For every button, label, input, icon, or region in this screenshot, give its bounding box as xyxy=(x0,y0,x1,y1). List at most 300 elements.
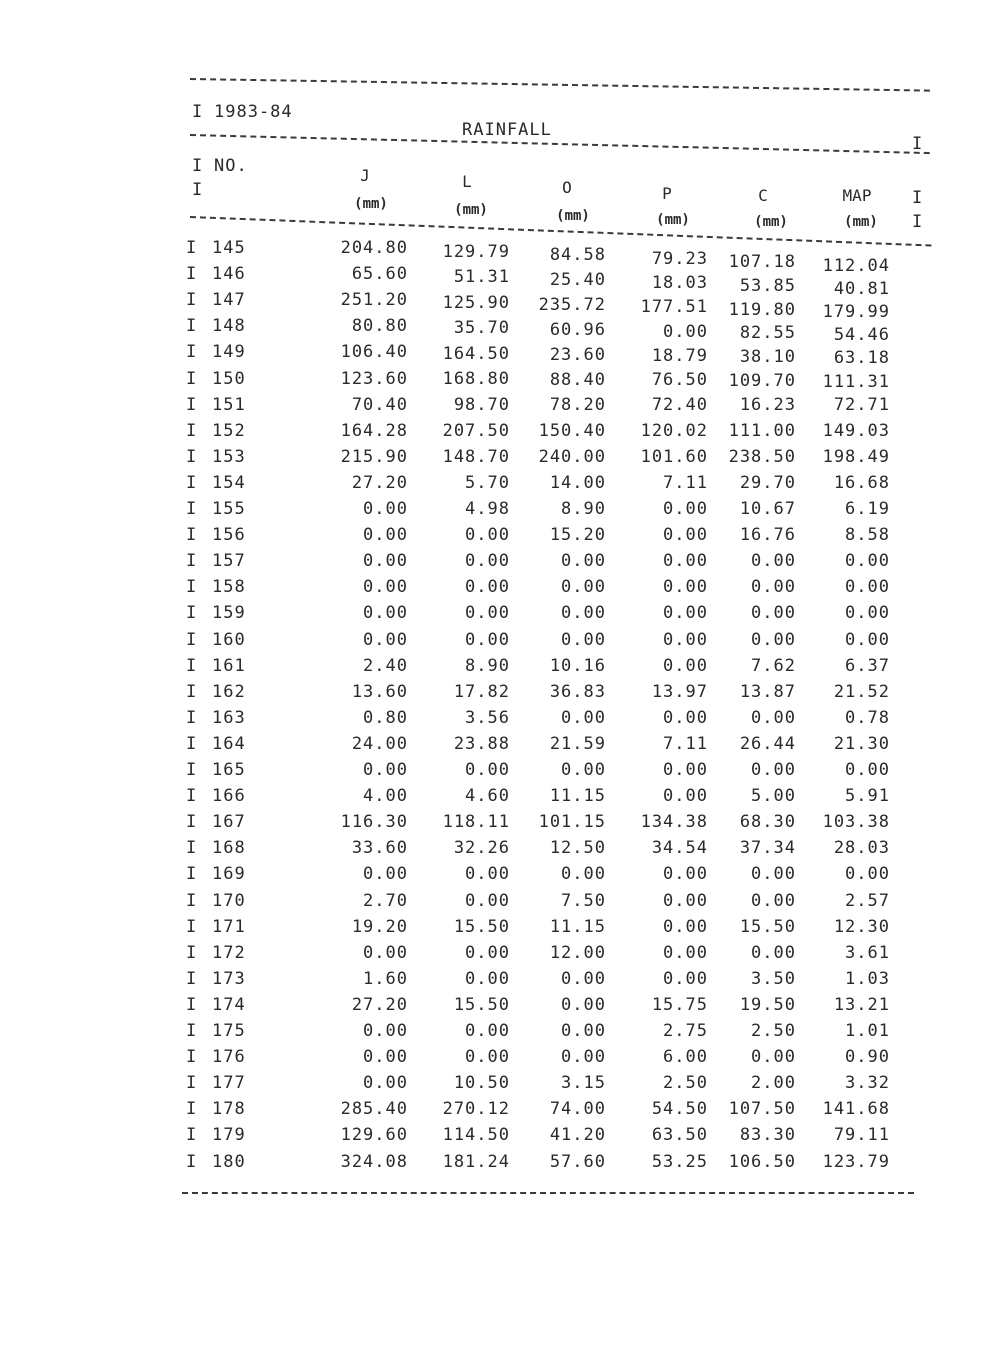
row-border-mark: I xyxy=(186,446,197,467)
table-row xyxy=(186,369,906,395)
table-cell: 40.81 xyxy=(833,279,890,300)
table-cell: 2.75 xyxy=(663,1021,708,1041)
table-cell: 116.30 xyxy=(340,812,408,833)
table-cell: 0.00 xyxy=(663,707,708,728)
table-cell: 60.96 xyxy=(549,319,606,340)
table-cell: 119.80 xyxy=(728,299,796,320)
table-cell: 16.76 xyxy=(739,525,796,546)
table-cell: 21.52 xyxy=(833,681,890,702)
row-border-mark: I xyxy=(186,968,197,989)
table-row xyxy=(186,421,906,447)
table-cell: 65.60 xyxy=(351,264,408,285)
table-row xyxy=(186,577,906,603)
row-number: 168 xyxy=(212,838,246,859)
row-border-mark: I xyxy=(186,1099,197,1120)
row-number: 149 xyxy=(212,342,246,363)
table-cell: 79.23 xyxy=(651,248,708,269)
table-cell: 11.15 xyxy=(549,916,606,937)
row-number: 171 xyxy=(212,916,246,937)
table-cell: 7.11 xyxy=(663,733,708,754)
table-cell: 18.03 xyxy=(651,273,708,294)
table-cell: 0.00 xyxy=(845,577,890,598)
table-cell: 15.75 xyxy=(651,994,708,1015)
row-number: 158 xyxy=(212,577,246,598)
table-row xyxy=(186,447,906,473)
table-cell: 0.00 xyxy=(465,629,510,650)
table-cell: 82.55 xyxy=(739,323,796,344)
row-number: 179 xyxy=(212,1125,246,1146)
table-row xyxy=(186,1021,906,1047)
row-number: 148 xyxy=(212,316,246,337)
table-cell: 0.00 xyxy=(663,864,708,885)
table-row xyxy=(186,525,906,551)
table-row xyxy=(186,1125,906,1151)
table-cell: 107.18 xyxy=(728,252,796,273)
table-cell: 0.00 xyxy=(845,551,890,572)
table-cell: 14.00 xyxy=(549,472,606,493)
column-header-p: P xyxy=(662,184,672,203)
table-cell: 0.00 xyxy=(663,629,708,650)
table-cell: 84.58 xyxy=(549,245,606,266)
row-number: 163 xyxy=(212,707,246,728)
row-number: 156 xyxy=(212,525,246,546)
table-row xyxy=(186,1047,906,1073)
table-cell: 15.20 xyxy=(549,525,606,546)
table-row xyxy=(186,551,906,577)
table-cell: 106.50 xyxy=(728,1151,796,1172)
row-number: 178 xyxy=(212,1099,246,1120)
table-cell: 150.40 xyxy=(538,420,606,441)
table-cell: 0.00 xyxy=(751,890,796,911)
table-cell: 0.00 xyxy=(663,942,708,963)
row-border-mark: I xyxy=(186,629,197,650)
row-number: 180 xyxy=(212,1151,246,1172)
table-cell: 181.24 xyxy=(442,1151,510,1172)
table-cell: 0.00 xyxy=(465,890,510,911)
row-number: 155 xyxy=(212,499,246,519)
table-cell: 0.00 xyxy=(561,603,606,624)
table-cell: 6.37 xyxy=(845,655,890,676)
table-cell: 0.00 xyxy=(363,629,408,650)
table-cell: 74.00 xyxy=(549,1099,606,1120)
table-cell: 16.68 xyxy=(833,472,890,493)
table-row xyxy=(186,395,906,421)
table-row xyxy=(186,864,906,890)
table-cell: 70.40 xyxy=(351,394,408,415)
table-cell: 125.90 xyxy=(442,292,510,313)
table-cell: 251.20 xyxy=(340,290,408,311)
table-cell: 112.04 xyxy=(822,256,890,276)
row-number: 154 xyxy=(212,472,246,493)
table-cell: 3.32 xyxy=(845,1073,890,1094)
table-cell: 27.20 xyxy=(351,994,408,1015)
table-row xyxy=(186,1099,906,1125)
table-cell: 0.00 xyxy=(465,1021,510,1041)
row-number: 159 xyxy=(212,603,246,624)
table-row xyxy=(186,499,906,525)
table-cell: 148.70 xyxy=(442,446,510,467)
table-cell: 12.00 xyxy=(549,942,606,963)
row-border-mark: I xyxy=(186,551,197,572)
table-cell: 29.70 xyxy=(739,472,796,493)
table-cell: 0.00 xyxy=(465,551,510,572)
table-cell: 3.15 xyxy=(561,1073,606,1094)
table-cell: 0.00 xyxy=(465,525,510,546)
left-border-mark: I xyxy=(192,156,203,176)
right-border-mark: I xyxy=(912,134,923,154)
table-row xyxy=(186,891,906,917)
row-border-mark: I xyxy=(186,420,197,441)
table-cell: 111.31 xyxy=(822,371,890,392)
table-cell: 0.00 xyxy=(663,603,708,624)
table-cell: 0.00 xyxy=(663,525,708,546)
table-row xyxy=(186,812,906,838)
table-cell: 2.00 xyxy=(751,1073,796,1094)
table-cell: 123.79 xyxy=(822,1151,890,1172)
column-header-j: J xyxy=(360,166,370,185)
left-border-mark: I xyxy=(192,180,203,200)
row-border-mark: I xyxy=(186,1073,197,1094)
table-cell: 88.40 xyxy=(549,369,606,390)
right-border-mark: I xyxy=(912,188,923,208)
table-cell: 23.88 xyxy=(453,733,510,754)
table-cell: 21.30 xyxy=(833,733,890,754)
table-cell: 118.11 xyxy=(442,812,510,833)
table-cell: 0.00 xyxy=(663,916,708,937)
row-border-mark: I xyxy=(186,394,197,415)
table-row xyxy=(186,838,906,864)
table-cell: 0.00 xyxy=(663,760,708,780)
table-row xyxy=(186,316,906,346)
table-cell: 0.00 xyxy=(465,942,510,963)
table-row xyxy=(186,603,906,629)
year-label: 1983-84 xyxy=(214,102,293,122)
table-cell: 2.57 xyxy=(845,890,890,911)
row-border-mark: I xyxy=(186,290,197,311)
table-cell: 123.60 xyxy=(340,368,408,389)
table-cell: 0.00 xyxy=(663,321,708,342)
table-cell: 68.30 xyxy=(739,812,796,833)
table-title: RAINFALL xyxy=(462,120,552,140)
table-cell: 101.60 xyxy=(640,446,708,467)
row-border-mark: I xyxy=(186,316,197,337)
table-cell: 0.00 xyxy=(751,603,796,624)
table-cell: 0.00 xyxy=(561,707,606,728)
table-cell: 129.60 xyxy=(340,1125,408,1146)
table-cell: 0.00 xyxy=(751,551,796,572)
table-cell: 0.00 xyxy=(363,603,408,624)
table-cell: 28.03 xyxy=(833,838,890,859)
column-unit-map: (mm) xyxy=(844,214,878,230)
table-cell: 0.00 xyxy=(751,577,796,598)
table-cell: 3.56 xyxy=(465,707,510,728)
table-cell: 35.70 xyxy=(453,318,510,339)
column-header-l: L xyxy=(462,172,472,191)
table-cell: 13.97 xyxy=(651,681,708,702)
row-number: 145 xyxy=(212,238,246,258)
table-cell: 120.02 xyxy=(640,420,708,441)
table-cell: 6.00 xyxy=(663,1047,708,1068)
table-cell: 11.15 xyxy=(549,786,606,807)
table-cell: 4.60 xyxy=(465,786,510,807)
left-border-mark: I xyxy=(192,102,203,122)
table-cell: 168.80 xyxy=(442,369,510,390)
table-cell: 2.50 xyxy=(751,1021,796,1041)
table-row xyxy=(186,969,906,995)
row-border-mark: I xyxy=(186,1047,197,1068)
table-cell: 0.00 xyxy=(663,786,708,807)
table-cell: 134.38 xyxy=(640,812,708,833)
table-cell: 164.28 xyxy=(340,420,408,441)
table-cell: 0.00 xyxy=(845,864,890,885)
table-cell: 26.44 xyxy=(739,733,796,754)
table-cell: 24.00 xyxy=(351,733,408,754)
table-cell: 37.34 xyxy=(739,838,796,859)
table-row xyxy=(186,290,906,323)
table-row xyxy=(186,630,906,656)
table-cell: 207.50 xyxy=(442,420,510,441)
table-row xyxy=(186,342,906,368)
column-header-o: O xyxy=(562,178,572,197)
row-number: 150 xyxy=(212,368,246,389)
table-cell: 15.50 xyxy=(453,994,510,1015)
row-number: 161 xyxy=(212,655,246,676)
row-border-mark: I xyxy=(186,525,197,546)
table-cell: 0.00 xyxy=(663,551,708,572)
table-cell: 5.91 xyxy=(845,786,890,807)
table-cell: 0.00 xyxy=(465,760,510,780)
table-cell: 270.12 xyxy=(442,1099,510,1120)
table-cell: 114.50 xyxy=(442,1125,510,1146)
table-cell: 54.46 xyxy=(833,325,890,346)
row-border-mark: I xyxy=(186,603,197,624)
table-cell: 0.00 xyxy=(363,525,408,546)
row-number: 174 xyxy=(212,994,246,1015)
table-cell: 0.00 xyxy=(363,499,408,519)
table-cell: 0.00 xyxy=(363,577,408,598)
table-cell: 0.00 xyxy=(465,864,510,885)
row-border-mark: I xyxy=(186,238,197,258)
title-rule xyxy=(190,134,930,154)
row-border-mark: I xyxy=(186,942,197,963)
table-cell: 0.00 xyxy=(845,760,890,780)
no-column-header: NO. xyxy=(214,156,248,176)
table-cell: 0.00 xyxy=(561,1047,606,1068)
table-cell: 0.00 xyxy=(751,942,796,963)
table-cell: 53.25 xyxy=(651,1151,708,1172)
table-cell: 13.87 xyxy=(739,681,796,702)
table-cell: 0.00 xyxy=(561,577,606,598)
table-cell: 204.80 xyxy=(340,238,408,258)
row-number: 160 xyxy=(212,629,246,650)
table-cell: 0.00 xyxy=(561,864,606,885)
row-border-mark: I xyxy=(186,681,197,702)
row-number: 152 xyxy=(212,420,246,441)
row-border-mark: I xyxy=(186,264,197,285)
row-border-mark: I xyxy=(186,760,197,780)
table-cell: 23.60 xyxy=(549,344,606,365)
table-cell: 15.50 xyxy=(453,916,510,937)
table-cell: 53.85 xyxy=(739,276,796,297)
table-cell: 3.50 xyxy=(751,968,796,989)
table-cell: 0.00 xyxy=(465,603,510,624)
table-cell: 72.71 xyxy=(833,394,890,415)
table-cell: 0.00 xyxy=(663,890,708,911)
table-cell: 0.00 xyxy=(363,942,408,963)
table-cell: 0.00 xyxy=(363,551,408,572)
table-cell: 215.90 xyxy=(340,446,408,467)
table-cell: 8.90 xyxy=(465,655,510,676)
table-cell: 6.19 xyxy=(845,499,890,519)
table-cell: 0.00 xyxy=(465,968,510,989)
table-cell: 32.26 xyxy=(453,838,510,859)
table-cell: 2.70 xyxy=(363,890,408,911)
top-rule xyxy=(190,78,930,92)
table-cell: 0.00 xyxy=(751,629,796,650)
table-cell: 0.00 xyxy=(363,1021,408,1041)
row-number: 169 xyxy=(212,864,246,885)
table-cell: 51.31 xyxy=(453,267,510,288)
table-row xyxy=(186,760,906,786)
table-row xyxy=(186,708,906,734)
table-cell: 5.70 xyxy=(465,472,510,493)
table-cell: 0.00 xyxy=(363,864,408,885)
row-border-mark: I xyxy=(186,890,197,911)
column-unit-j: (mm) xyxy=(354,196,388,212)
table-row xyxy=(186,1073,906,1099)
row-border-mark: I xyxy=(186,577,197,598)
table-cell: 4.98 xyxy=(465,499,510,519)
table-cell: 0.00 xyxy=(561,994,606,1015)
table-row xyxy=(186,656,906,682)
table-cell: 0.80 xyxy=(363,707,408,728)
table-cell: 2.50 xyxy=(663,1073,708,1094)
bottom-rule xyxy=(182,1192,914,1194)
table-row xyxy=(186,786,906,812)
table-cell: 4.00 xyxy=(363,786,408,807)
row-border-mark: I xyxy=(186,472,197,493)
table-cell: 33.60 xyxy=(351,838,408,859)
table-cell: 0.00 xyxy=(663,655,708,676)
table-cell: 111.00 xyxy=(728,420,796,441)
table-cell: 324.08 xyxy=(340,1151,408,1172)
column-header-c: C xyxy=(758,186,768,205)
table-cell: 57.60 xyxy=(549,1151,606,1172)
table-cell: 19.20 xyxy=(351,916,408,937)
table-cell: 103.38 xyxy=(822,812,890,833)
table-cell: 0.90 xyxy=(845,1047,890,1068)
table-cell: 79.11 xyxy=(833,1125,890,1146)
right-border-mark: I xyxy=(912,212,923,232)
row-number: 166 xyxy=(212,786,246,807)
row-number: 172 xyxy=(212,942,246,963)
row-border-mark: I xyxy=(186,838,197,859)
row-border-mark: I xyxy=(186,1151,197,1172)
row-number: 175 xyxy=(212,1021,246,1041)
table-cell: 0.00 xyxy=(363,1047,408,1068)
table-cell: 0.00 xyxy=(465,577,510,598)
table-cell: 0.00 xyxy=(561,968,606,989)
row-border-mark: I xyxy=(186,733,197,754)
row-number: 164 xyxy=(212,733,246,754)
table-row xyxy=(186,264,906,300)
table-cell: 27.20 xyxy=(351,472,408,493)
table-cell: 13.60 xyxy=(351,681,408,702)
table-cell: 10.67 xyxy=(739,499,796,519)
table-cell: 63.18 xyxy=(833,348,890,369)
row-border-mark: I xyxy=(186,916,197,937)
table-cell: 129.79 xyxy=(442,241,510,262)
row-number: 146 xyxy=(212,264,246,285)
row-number: 153 xyxy=(212,446,246,467)
table-cell: 1.01 xyxy=(845,1021,890,1041)
column-unit-c: (mm) xyxy=(754,214,788,230)
table-cell: 0.00 xyxy=(751,1047,796,1068)
table-cell: 101.15 xyxy=(538,812,606,833)
table-cell: 0.00 xyxy=(465,1047,510,1068)
table-row xyxy=(186,995,906,1021)
table-cell: 72.40 xyxy=(651,394,708,415)
table-cell: 38.10 xyxy=(739,347,796,368)
table-cell: 149.03 xyxy=(822,420,890,441)
table-cell: 16.23 xyxy=(739,394,796,415)
table-cell: 21.59 xyxy=(549,733,606,754)
table-cell: 76.50 xyxy=(651,370,708,391)
table-cell: 25.40 xyxy=(549,270,606,291)
row-number: 157 xyxy=(212,551,246,572)
column-unit-p: (mm) xyxy=(656,212,690,228)
row-border-mark: I xyxy=(186,786,197,807)
table-cell: 0.00 xyxy=(751,707,796,728)
table-cell: 34.54 xyxy=(651,838,708,859)
table-row xyxy=(186,943,906,969)
table-cell: 10.50 xyxy=(453,1073,510,1094)
table-cell: 12.50 xyxy=(549,838,606,859)
row-number: 176 xyxy=(212,1047,246,1068)
table-cell: 0.00 xyxy=(751,864,796,885)
table-cell: 7.62 xyxy=(751,655,796,676)
row-border-mark: I xyxy=(186,499,197,519)
row-number: 177 xyxy=(212,1073,246,1094)
table-cell: 0.00 xyxy=(561,1021,606,1041)
table-cell: 8.90 xyxy=(561,499,606,519)
table-cell: 2.40 xyxy=(363,655,408,676)
table-cell: 80.80 xyxy=(351,316,408,337)
row-number: 167 xyxy=(212,812,246,833)
table-cell: 8.58 xyxy=(845,525,890,546)
table-cell: 240.00 xyxy=(538,446,606,467)
table-cell: 198.49 xyxy=(822,446,890,467)
row-border-mark: I xyxy=(186,655,197,676)
table-cell: 41.20 xyxy=(549,1125,606,1146)
table-cell: 13.21 xyxy=(833,994,890,1015)
table-cell: 285.40 xyxy=(340,1099,408,1120)
row-border-mark: I xyxy=(186,864,197,885)
table-cell: 78.20 xyxy=(549,394,606,415)
table-cell: 7.11 xyxy=(663,472,708,493)
table-cell: 3.61 xyxy=(845,942,890,963)
table-cell: 7.50 xyxy=(561,890,606,911)
table-cell: 164.50 xyxy=(442,343,510,364)
row-border-mark: I xyxy=(186,1125,197,1146)
table-cell: 15.50 xyxy=(739,916,796,937)
table-cell: 0.00 xyxy=(561,551,606,572)
table-cell: 109.70 xyxy=(728,370,796,391)
table-cell: 36.83 xyxy=(549,681,606,702)
table-cell: 17.82 xyxy=(453,681,510,702)
column-unit-l: (mm) xyxy=(454,202,488,218)
row-border-mark: I xyxy=(186,368,197,389)
